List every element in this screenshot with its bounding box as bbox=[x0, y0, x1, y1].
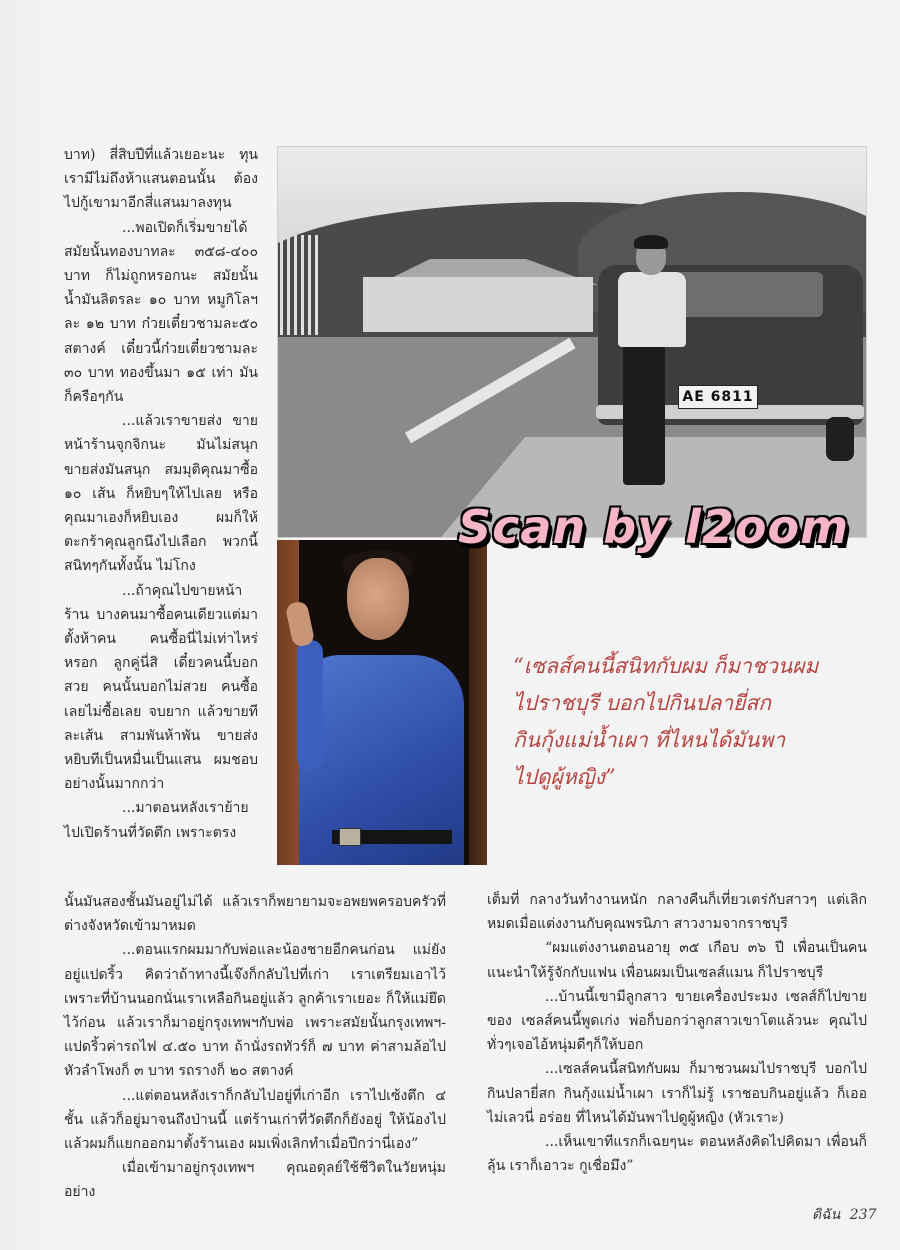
photo-man-hair bbox=[634, 235, 668, 249]
paragraph: ...แล้วเราขายส่ง ขายหน้าร้านจุกจิกนะ มันไม่สนุก ขายส่งมันสนุก สมมุติคุณมาซื้อ ๑๐ เส้น ก็หยิบๆให้ไปเลย หรือคุณมาเองก็หยิบเอง ผมก็ให้ตะกร้าคุณลูกนึงไปเลือก พวกนี้สนิทๆกันทั้งนั้น ไม่โกง bbox=[64, 413, 258, 575]
photo-face bbox=[347, 558, 409, 640]
pull-quote-line: ไปดูผู้หญิง” bbox=[513, 765, 616, 789]
portrait-photo bbox=[277, 540, 487, 865]
paragraph: เมื่อเข้ามาอยู่กรุงเทพฯ คุณอดุลย์ใช้ชีวิตในวัยหนุ่มอย่าง bbox=[64, 1160, 446, 1201]
license-plate: AE 6811 bbox=[678, 385, 758, 409]
watermark: Scan by l2oom bbox=[458, 500, 850, 554]
paragraph: ...พอเปิดก็เริ่มขายได้ สมัยนั้นทองบาทละ ๓๕๘-๔๐๐ บาท ก็ไม่ถูกหรอกนะ สมัยนั้นน้ำมันลิตรละ ๑๐ บาท หมูกิโลฯ ละ ๑๒ บาท ก๋วยเตี๋ยวชามละ๕๐ สตางค์ เดี๋ยวนี้ก๋วยเตี๋ยวชามละ ๓๐ บาท ทองขึ้นมา ๑๕ เท่า มันก็ครือๆกัน bbox=[64, 219, 258, 406]
paragraph: ...มาตอนหลังเราย้ายไปเปิดร้านที่วัดตึก เพราะตรง bbox=[64, 800, 249, 841]
magazine-name: ดิฉัน bbox=[812, 1207, 841, 1223]
paragraph: ...เห็นเขาทีแรกก็เฉยๆนะ ตอนหลังคิดไปคิดมา เพื่อนก็ลุ้น เราก็เอาวะ กูเชื่อมึง” bbox=[487, 1134, 867, 1175]
pull-quote-line: ไปราชบุรี บอกไปกินปลายี่สก bbox=[513, 691, 771, 715]
paragraph: นั้นมันสองชั้นมันอยู่ไม่ได้ แล้วเราก็พยายามจะอพยพครอบครัวที่ต่างจังหวัดเข้ามาหมด bbox=[64, 894, 446, 935]
article-left-column bbox=[64, 143, 258, 845]
article-bottom-left bbox=[64, 890, 446, 1205]
photo-man-legs bbox=[623, 345, 665, 485]
article-right-column bbox=[487, 888, 867, 1178]
paragraph: ...บ้านนี้เขามีลูกสาว ขายเครื่องประมง เซลส์ก็ไปขายของ เซลส์คนนี้พูดเก่ง พ่อก็บอกว่าลูกสาวเขาโตแล้วนะ คุณไปทั่วๆเจอไอ้หนุ่มดีๆก็ให้บอก bbox=[487, 988, 867, 1054]
paragraph: เต็มที่ กลางวันทำงานหนัก กลางคืนก็เที่ยวเตร่กับสาวๆ แต่เลิกหมดเมื่อแต่งงานกับคุณพรนิภา สาวงามจากราชบุรี bbox=[487, 892, 867, 933]
page-footer bbox=[812, 1204, 876, 1226]
photo-car-wheel bbox=[826, 417, 854, 461]
paragraph: ...ตอนแรกผมมากับพ่อและน้องชายอีกคนก่อน แม่ยังอยู่แปดริ้ว คิดว่าถ้าทางนี้เจ๊งก็กลับไปที่เก่า เราเตรียมเอาไว้ เพราะที่บ้านนอกนั่นเราเหลือกินอยู่แล้ว ลูกค้าเราเยอะ ก็ให้แม่ยึดไว้ก่อน แล้วเราก็มาอยู่กรุงเทพฯกับพ่อ เพราะสมัยนั้นกรุงเทพฯ-แปดริ้วค่ารถไฟ ๔.๕๐ บาท ถ้านั่งรถทัวร์ก็ ๗ บาท ค่าสามล้อไปหัวลำโพงก็ ๓ บาท รถรางก็ ๒๐ สตางค์ bbox=[64, 942, 446, 1080]
pull-quote-line: “เซลส์คนนี้สนิทกับผม ก็มาชวนผม bbox=[513, 654, 819, 678]
paragraph: ...เซลส์คนนี้สนิทกับผม ก็มาชวนผมไปราชบุรี บอกไปกินปลายี่สก กินกุ้งแม่น้ำเผา เราก็ไม่รู้ เราชอบกินอยู่แล้ว ก็เออไม่เลวนี่ อร่อย ที่ไหนได้มันพาไปดูผู้หญิง (หัวเราะ) bbox=[487, 1061, 867, 1126]
paragraph: ...ถ้าคุณไปขายหน้าร้าน บางคนมาซื้อคนเดียวแต่มาตั้งห้าคน คนซื้อนี่ไม่เท่าไหร่หรอก ลูกคู่นี่สิ เดี๋ยวคนนี้บอกสวย คนนั้นบอกไม่สวย คนซื้อเลยไม่ซื้อเลย จบยาก แล้วขายทีละเส้น สามพันห้าพัน ขายส่งหยิบทีเป็นหมื่นเป็นแสน ผมชอบอย่างนั้นมากกว่า bbox=[64, 582, 258, 793]
photo-flagpoles bbox=[280, 235, 318, 335]
photo-arm bbox=[297, 640, 323, 770]
page-number: 237 bbox=[849, 1207, 877, 1223]
photo-door-frame bbox=[469, 540, 487, 865]
pull-quote-line: กินกุ้งแม่น้ำเผา ที่ไหนได้มันพา bbox=[513, 728, 786, 752]
pull-quote bbox=[513, 648, 883, 796]
photo-belt-buckle bbox=[339, 828, 361, 846]
paragraph: บาท) สี่สิบปีที่แล้วเยอะนะ ทุนเรามีไม่ถึงห้าแสนตอนนั้น ต้องไปกู้เขามาอีกสี่แสนมาลงทุน bbox=[64, 147, 258, 212]
photo-man-shirt bbox=[618, 272, 686, 347]
paragraph: ...แต่ตอนหลังเราก็กลับไปอยู่ที่เก่าอีก เราไปเซ้งตึก ๔ ชั้น แล้วก็อยู่มาจนถึงป่านนี้ แต่ร้านเก่าที่วัดตึกก็ยังอยู่ ให้น้องไป แล้วผมก็แยกออกมาตั้งร้านเอง ผมเพิ่งเลิกทำเมื่อปีกว่านี่เอง” bbox=[64, 1087, 446, 1153]
paragraph: “ผมแต่งงานตอนอายุ ๓๕ เกือบ ๓๖ ปี เพื่อนเป็นคนแนะนำให้รู้จักกับแฟน เพื่อนผมเป็นเซลส์แมน ก็ไปราชบุรี bbox=[487, 940, 867, 981]
vintage-photo bbox=[277, 146, 867, 538]
photo-house bbox=[363, 277, 593, 332]
photo-door-frame bbox=[277, 540, 299, 865]
